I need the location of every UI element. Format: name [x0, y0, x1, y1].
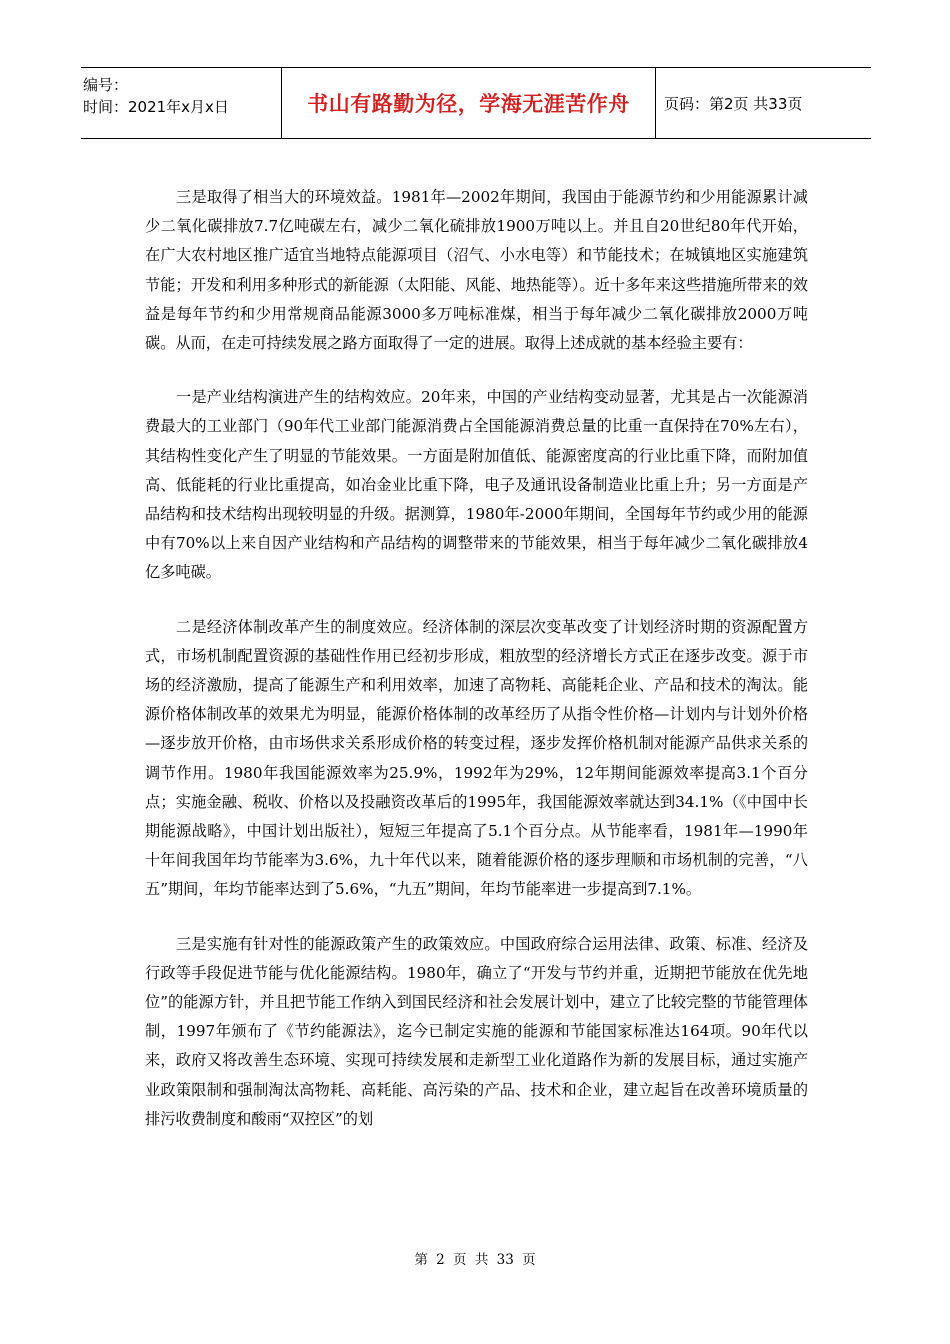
paragraph: 三是实施有针对性的能源政策产生的政策效应。中国政府综合运用法律、政策、标准、经济及行政等手段促进节能与优化能源结构。1980年，确立了“开发与节约并重，近期把节能放在优先地位”的能源方针，并且把节能工作纳入到国民经济和社会发展计划中，建立了比较完整的节能管理体制，1997年颁布了《节约能源法》，迄今已制定实施的能源和节能国家标准达164项。90年代以来，政府又将改善生态环境、实现可持续发展和走新型工业化道路作为新的发展目标，通过实施产业政策限制和强制淘汰高物耗、高耗能、高污染的产品、技术和企业，建立起旨在改善环境质量的排污收费制度和酸雨“双控区”的划 [145, 934, 808, 1128]
number-label: 编号： [83, 76, 129, 94]
page-footer: 第 2 页 共 33 页 [414, 1252, 536, 1268]
paragraph: 三是取得了相当大的环境效益。1981年—2002年期间，我国由于能源节约和少用能源累计减少二氧化碳排放7.7亿吨碳左右，减少二氧化硫排放1900万吨以上。并且自20世纪80年代开始，在广大农村地区推广适宜当地特点能源项目（沼气、小水电等）和节能技术；在城镇地区实施建筑节能；开发和利用多种形式的新能源（太阳能、风能、地热能等）。近十多年来这些措施所带来的效益是每年节约和少用常规商品能源3000多万吨标准煤，相当于每年减少二氧化碳排放2000万吨碳。从而，在走可持续发展之路方面取得了一定的进展。取得上述成就的基本经验主要有： [145, 188, 808, 353]
paragraph: 二是经济体制改革产生的制度效应。经济体制的深层次变革改变了计划经济时期的资源配置方式，市场机制配置资源的基础性作用已经初步形成，粗放型的经济增长方式正在逐步改变。源于市场的经济激励，提高了能源生产和利用效率，加速了高物耗、高能耗企业、产品和技术的淘汰。能源价格体制改革的效果尤为明显，能源价格体制的改革经历了从指令性价格—计划内与计划外价格—逐步放开价格，由市场供求关系形成价格的转变过程，逐步发挥价格机制对能源产品供求关系的调节作用。1980年我国能源效率为25.9%，1992年为29%，12年期间能源效率提高3.1个百分点；实施金融、税收、价格以及投融资改革后的1995年，我国能源效率就达到34.1%（《中国中长期能源战略》，中国计划出版社），短短三年提高了5.1个百分点。从节能率看，1981年—1990年十年间我国年均节能率为3.6%，九十年代以来，随着能源价格的逐步理顺和市场机制的完善，“八五”期间，年均节能率达到了5.6%，“九五”期间，年均节能率进一步提高到7.1%。 [145, 617, 808, 899]
document-body [145, 183, 808, 1159]
date-label: 时间：2021年x月x日 [83, 98, 229, 116]
document-header [81, 67, 871, 139]
header-page-code: 页码：第2页 共33页 [664, 94, 803, 113]
header-meta-cell [81, 68, 282, 138]
header-motto: 书山有路勤为径，学海无涯苦作舟 [282, 68, 656, 138]
paragraph: 一是产业结构演进产生的结构效应。20年来，中国的产业结构变动显著，尤其是占一次能源消费最大的工业部门（90年代工业部门能源消费占全国能源消费总量的比重一直保持在70%左右），其结构性变化产生了明显的节能效果。一方面是附加值低、能源密度高的行业比重下降，而附加值高、低能耗的行业比重提高，如冶金业比重下降，电子及通讯设备制造业比重上升；另一方面是产品结构和技术结构出现较明显的升级。据测算，1980年-2000年期间，全国每年节约或少用的能源中有70%以上来自因产业结构和产品结构的调整带来的节能效果，相当于每年减少二氧化碳排放4亿多吨碳。 [145, 388, 808, 582]
